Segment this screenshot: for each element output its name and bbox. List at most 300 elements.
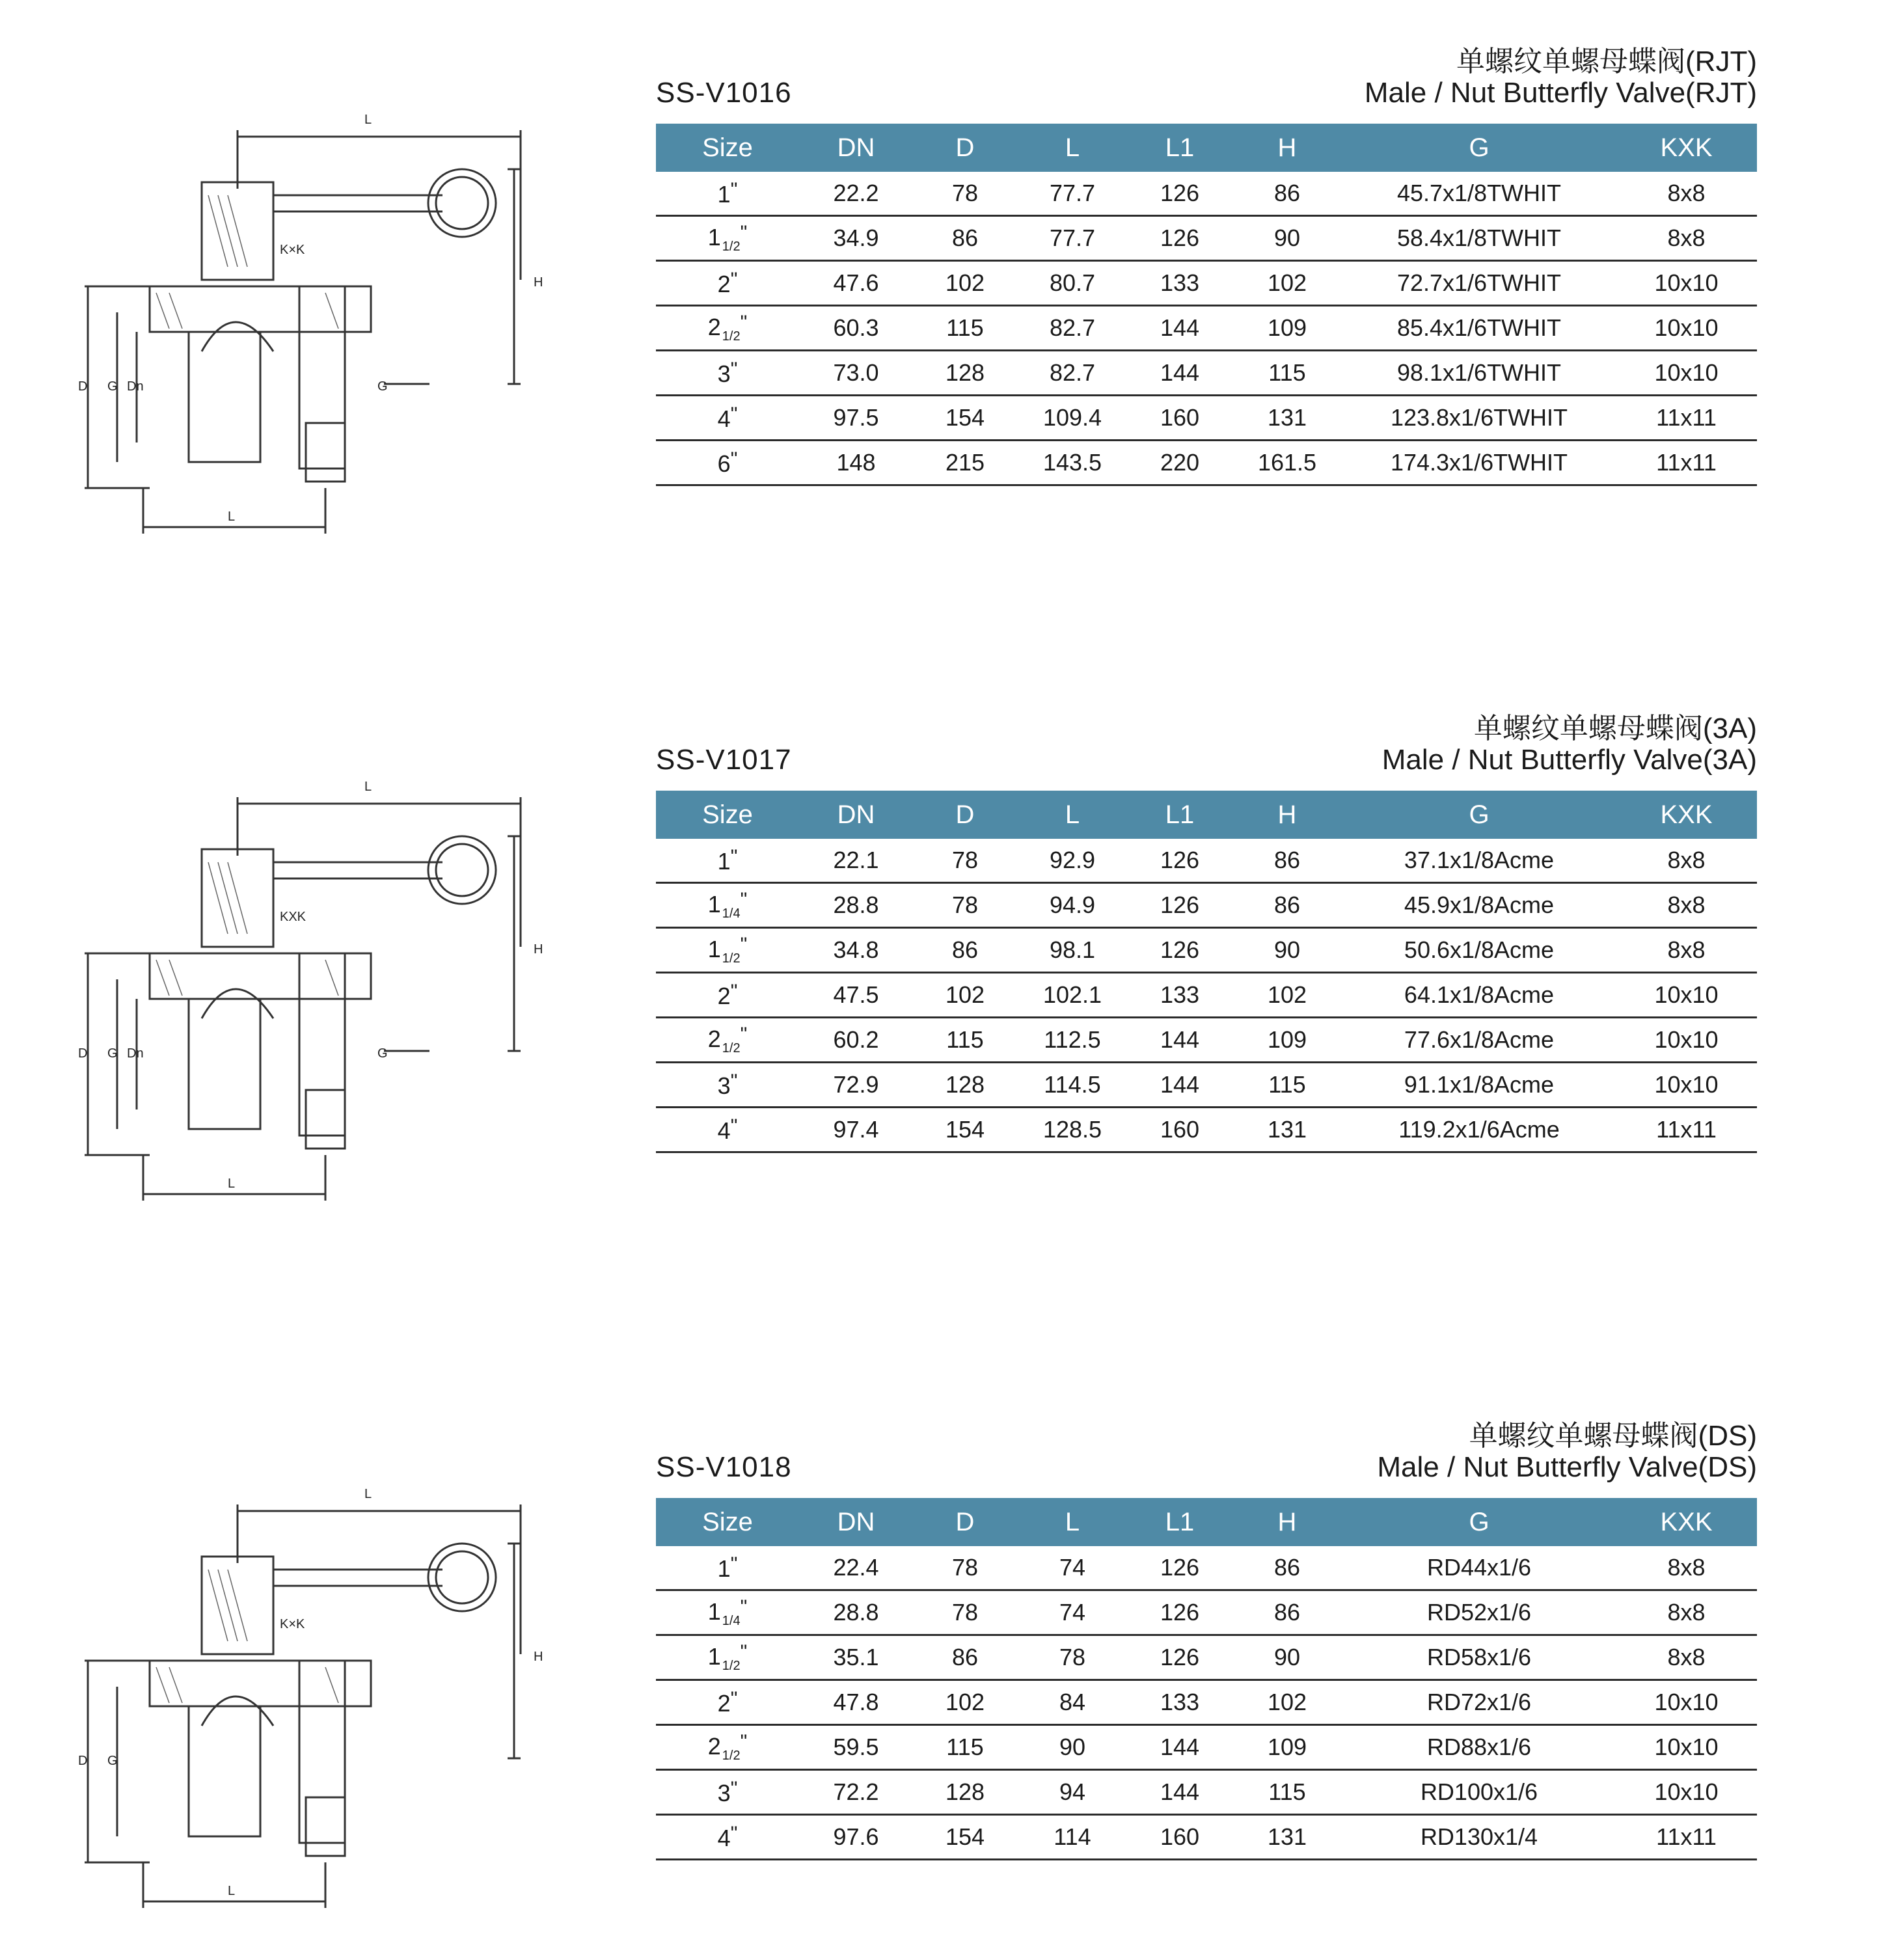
- size-whole: 2: [717, 982, 731, 1009]
- cell-dn: 72.2: [799, 1770, 913, 1815]
- cell-h: 131: [1232, 396, 1342, 441]
- cell-size: [656, 351, 799, 396]
- inch-mark: ": [730, 268, 738, 290]
- cell-size: [656, 1635, 799, 1680]
- size-whole: 4: [717, 1824, 731, 1851]
- col-size: Size: [656, 124, 799, 172]
- cell-d: 128: [913, 1063, 1017, 1108]
- cell-d: 86: [913, 1635, 1017, 1680]
- cell-d: 78: [913, 883, 1017, 928]
- dim-label-d: D: [78, 1046, 88, 1061]
- cell-l1: 133: [1128, 1680, 1232, 1725]
- spec-table: [656, 124, 1757, 486]
- cell-kxk: 11x11: [1616, 441, 1757, 485]
- cell-d: 154: [913, 396, 1017, 441]
- size-whole: 3: [717, 360, 731, 387]
- cell-g: 37.1x1/8Acme: [1342, 839, 1616, 883]
- table-row: [656, 883, 1757, 928]
- cell-dn: 73.0: [799, 351, 913, 396]
- cell-d: 115: [913, 1018, 1017, 1063]
- col-l1: L1: [1128, 124, 1232, 172]
- dim-label-l-top: L: [364, 780, 372, 794]
- cell-dn: 22.4: [799, 1546, 913, 1590]
- cell-h: 86: [1232, 883, 1342, 928]
- inch-mark: ": [740, 1024, 748, 1045]
- cell-l: 80.7: [1017, 261, 1128, 306]
- dim-label-g-left: G: [107, 379, 118, 394]
- table-row: [656, 306, 1757, 351]
- dim-label-h: H: [534, 942, 543, 957]
- inch-mark: ": [740, 889, 748, 910]
- spec-table: [656, 791, 1757, 1153]
- size-fraction: 1/4: [722, 1614, 741, 1628]
- cell-dn: 72.9: [799, 1063, 913, 1108]
- cell-size: [656, 839, 799, 883]
- cell-kxk: 8x8: [1616, 1590, 1757, 1635]
- size-whole: 2: [717, 270, 731, 297]
- cell-l: 102.1: [1017, 973, 1128, 1018]
- cell-size: [656, 1018, 799, 1063]
- col-size: Size: [656, 791, 799, 839]
- table-row: [656, 441, 1757, 485]
- inch-mark: ": [740, 1731, 748, 1752]
- cell-l: 114.5: [1017, 1063, 1128, 1108]
- cell-l: 94.9: [1017, 883, 1128, 928]
- cell-l: 90: [1017, 1725, 1128, 1770]
- inch-mark: ": [740, 1596, 748, 1618]
- dim-label-d: D: [78, 379, 88, 394]
- model-number: SS-V1017: [656, 744, 792, 776]
- col-h: H: [1232, 791, 1342, 839]
- table-row: [656, 216, 1757, 261]
- size-whole: 1: [717, 180, 731, 208]
- inch-mark: ": [730, 1070, 738, 1092]
- inch-mark: ": [730, 358, 738, 380]
- cell-l: 143.5: [1017, 441, 1128, 485]
- cell-size: [656, 883, 799, 928]
- cell-dn: 28.8: [799, 1590, 913, 1635]
- cell-l1: 133: [1128, 261, 1232, 306]
- cell-h: 86: [1232, 839, 1342, 883]
- table-row: [656, 1725, 1757, 1770]
- cell-l: 92.9: [1017, 839, 1128, 883]
- table-row: [656, 1635, 1757, 1680]
- cell-dn: 97.5: [799, 396, 913, 441]
- cell-g: RD130x1/4: [1342, 1815, 1616, 1860]
- inch-mark: ": [740, 934, 748, 955]
- cell-d: 86: [913, 928, 1017, 973]
- col-kxk: KXK: [1616, 1498, 1757, 1546]
- cell-d: 78: [913, 172, 1017, 216]
- table-header-row: [656, 1498, 1757, 1546]
- dim-label-g-right: G: [377, 379, 388, 394]
- cell-h: 86: [1232, 1546, 1342, 1590]
- cell-l1: 126: [1128, 928, 1232, 973]
- dim-label-h: H: [534, 1650, 543, 1664]
- col-l1: L1: [1128, 791, 1232, 839]
- cell-l: 128.5: [1017, 1108, 1128, 1152]
- cell-l: 94: [1017, 1770, 1128, 1815]
- dim-label-l-bottom: L: [228, 1884, 236, 1898]
- cell-h: 115: [1232, 1063, 1342, 1108]
- cell-kxk: 8x8: [1616, 839, 1757, 883]
- table-row: [656, 172, 1757, 216]
- cell-size: [656, 1725, 799, 1770]
- cell-h: 90: [1232, 928, 1342, 973]
- cell-g: RD100x1/6: [1342, 1770, 1616, 1815]
- col-l: L: [1017, 791, 1128, 839]
- cell-size: [656, 261, 799, 306]
- cell-d: 128: [913, 351, 1017, 396]
- cell-kxk: 10x10: [1616, 973, 1757, 1018]
- dim-label-h: H: [534, 275, 543, 290]
- title-en: Male / Nut Butterfly Valve(3A): [1381, 744, 1757, 776]
- cell-size: [656, 1546, 799, 1590]
- cell-kxk: 11x11: [1616, 1108, 1757, 1152]
- col-d: D: [913, 1498, 1017, 1546]
- table-row: [656, 1546, 1757, 1590]
- cell-kxk: 11x11: [1616, 396, 1757, 441]
- valve-drawing-1: [78, 98, 547, 553]
- cell-d: 102: [913, 1680, 1017, 1725]
- size-whole: 2: [717, 1689, 731, 1717]
- cell-dn: 47.5: [799, 973, 913, 1018]
- cell-dn: 28.8: [799, 883, 913, 928]
- cell-l1: 126: [1128, 883, 1232, 928]
- cell-kxk: 10x10: [1616, 351, 1757, 396]
- cell-d: 102: [913, 973, 1017, 1018]
- model-number: SS-V1018: [656, 1451, 792, 1483]
- table-row: [656, 928, 1757, 973]
- cell-dn: 47.8: [799, 1680, 913, 1725]
- cell-l1: 144: [1128, 1725, 1232, 1770]
- cell-h: 90: [1232, 216, 1342, 261]
- cell-d: 78: [913, 1546, 1017, 1590]
- table-row: [656, 396, 1757, 441]
- valve-cross-section-icon: [78, 98, 547, 553]
- col-l1: L1: [1128, 1498, 1232, 1546]
- cell-l1: 126: [1128, 839, 1232, 883]
- title-cn: 单螺纹单螺母蝶阀(DS): [1469, 1420, 1757, 1452]
- title-cn: 单螺纹单螺母蝶阀(3A): [1473, 713, 1757, 744]
- size-whole: 1: [707, 224, 721, 251]
- cell-d: 86: [913, 216, 1017, 261]
- cell-g: 98.1x1/6TWHIT: [1342, 351, 1616, 396]
- cell-size: [656, 1063, 799, 1108]
- size-whole: 1: [717, 847, 731, 875]
- cell-d: 154: [913, 1815, 1017, 1860]
- size-whole: 1: [707, 1598, 721, 1625]
- cell-h: 115: [1232, 351, 1342, 396]
- cell-l1: 126: [1128, 1635, 1232, 1680]
- size-fraction: 1/2: [722, 329, 741, 344]
- inch-mark: ": [730, 448, 738, 470]
- size-whole: 4: [717, 1117, 731, 1144]
- section-ss-v1016: [0, 0, 1891, 586]
- size-whole: 1: [707, 1643, 721, 1670]
- col-g: G: [1342, 124, 1616, 172]
- col-l: L: [1017, 1498, 1128, 1546]
- dim-label-d: D: [78, 1754, 88, 1768]
- size-fraction: 1/2: [722, 239, 741, 254]
- cell-d: 102: [913, 261, 1017, 306]
- cell-size: [656, 441, 799, 485]
- cell-d: 215: [913, 441, 1017, 485]
- inch-mark: ": [730, 1822, 738, 1844]
- cell-h: 109: [1232, 1725, 1342, 1770]
- cell-dn: 60.3: [799, 306, 913, 351]
- table-row: [656, 839, 1757, 883]
- dim-label-kk: K×K: [280, 243, 305, 257]
- cell-size: [656, 172, 799, 216]
- cell-dn: 97.4: [799, 1108, 913, 1152]
- cell-kxk: 10x10: [1616, 1018, 1757, 1063]
- cell-h: 102: [1232, 973, 1342, 1018]
- size-whole: 2: [707, 314, 721, 340]
- cell-h: 90: [1232, 1635, 1342, 1680]
- inch-mark: ": [730, 1115, 738, 1137]
- table-row: [656, 1590, 1757, 1635]
- table-row: [656, 261, 1757, 306]
- inch-mark: ": [730, 1687, 738, 1709]
- cell-l: 82.7: [1017, 351, 1128, 396]
- cell-h: 86: [1232, 1590, 1342, 1635]
- size-whole: 4: [717, 405, 731, 432]
- dim-label-g-right: G: [377, 1046, 388, 1061]
- cell-h: 131: [1232, 1815, 1342, 1860]
- dim-label-l-top: L: [364, 1487, 372, 1501]
- cell-size: [656, 1680, 799, 1725]
- inch-mark: ": [730, 1553, 738, 1575]
- cell-g: 50.6x1/8Acme: [1342, 928, 1616, 973]
- cell-l1: 144: [1128, 1770, 1232, 1815]
- size-whole: 2: [707, 1733, 721, 1760]
- cell-kxk: 8x8: [1616, 172, 1757, 216]
- cell-h: 102: [1232, 1680, 1342, 1725]
- cell-g: 123.8x1/6TWHIT: [1342, 396, 1616, 441]
- cell-h: 109: [1232, 1018, 1342, 1063]
- cell-kxk: 8x8: [1616, 1546, 1757, 1590]
- cell-dn: 34.9: [799, 216, 913, 261]
- spec-table: [656, 1498, 1757, 1860]
- cell-l: 78: [1017, 1635, 1128, 1680]
- size-fraction: 1/2: [722, 1659, 741, 1673]
- cell-dn: 34.8: [799, 928, 913, 973]
- col-kxk: KXK: [1616, 791, 1757, 839]
- valve-cross-section-icon: [78, 1472, 547, 1927]
- dim-label-dn: Dn: [127, 379, 144, 394]
- size-fraction: 1/4: [722, 906, 741, 921]
- col-d: D: [913, 124, 1017, 172]
- cell-l: 74: [1017, 1590, 1128, 1635]
- cell-size: [656, 1108, 799, 1152]
- cell-h: 86: [1232, 172, 1342, 216]
- cell-kxk: 8x8: [1616, 928, 1757, 973]
- cell-kxk: 11x11: [1616, 1815, 1757, 1860]
- cell-kxk: 8x8: [1616, 1635, 1757, 1680]
- size-whole: 3: [717, 1072, 731, 1099]
- col-h: H: [1232, 1498, 1342, 1546]
- cell-g: 77.6x1/8Acme: [1342, 1018, 1616, 1063]
- cell-l1: 160: [1128, 396, 1232, 441]
- cell-g: 58.4x1/8TWHIT: [1342, 216, 1616, 261]
- table-header-row: [656, 124, 1757, 172]
- col-kxk: KXK: [1616, 124, 1757, 172]
- cell-l1: 160: [1128, 1108, 1232, 1152]
- cell-g: 174.3x1/6TWHIT: [1342, 441, 1616, 485]
- cell-l1: 126: [1128, 216, 1232, 261]
- cell-g: 72.7x1/6TWHIT: [1342, 261, 1616, 306]
- size-whole: 2: [707, 1026, 721, 1052]
- cell-g: RD72x1/6: [1342, 1680, 1616, 1725]
- cell-size: [656, 396, 799, 441]
- table-row: [656, 1770, 1757, 1815]
- cell-h: 131: [1232, 1108, 1342, 1152]
- cell-h: 115: [1232, 1770, 1342, 1815]
- cell-d: 115: [913, 1725, 1017, 1770]
- cell-dn: 22.2: [799, 172, 913, 216]
- table-row: [656, 1063, 1757, 1108]
- table-row: [656, 1018, 1757, 1063]
- cell-size: [656, 216, 799, 261]
- cell-d: 78: [913, 839, 1017, 883]
- col-dn: DN: [799, 124, 913, 172]
- dim-label-g-left: G: [107, 1046, 118, 1061]
- col-h: H: [1232, 124, 1342, 172]
- size-fraction: 1/2: [722, 951, 741, 966]
- table-header-row: [656, 791, 1757, 839]
- table-row: [656, 1108, 1757, 1152]
- valve-cross-section-icon: [78, 765, 547, 1220]
- valve-drawing-3: [78, 1472, 547, 1927]
- size-whole: 1: [717, 1555, 731, 1582]
- inch-mark: ": [730, 178, 738, 200]
- cell-dn: 22.1: [799, 839, 913, 883]
- col-g: G: [1342, 791, 1616, 839]
- col-size: Size: [656, 1498, 799, 1546]
- cell-h: 161.5: [1232, 441, 1342, 485]
- dim-label-g-left: G: [107, 1754, 118, 1768]
- cell-dn: 35.1: [799, 1635, 913, 1680]
- inch-mark: ": [730, 403, 738, 425]
- size-whole: 1: [707, 891, 721, 918]
- col-dn: DN: [799, 1498, 913, 1546]
- col-g: G: [1342, 1498, 1616, 1546]
- cell-d: 78: [913, 1590, 1017, 1635]
- dim-label-kk: KXK: [280, 910, 306, 924]
- cell-g: RD52x1/6: [1342, 1590, 1616, 1635]
- cell-g: RD44x1/6: [1342, 1546, 1616, 1590]
- cell-dn: 97.6: [799, 1815, 913, 1860]
- dim-label-l-top: L: [364, 113, 372, 127]
- cell-l: 114: [1017, 1815, 1128, 1860]
- cell-kxk: 10x10: [1616, 261, 1757, 306]
- cell-l: 77.7: [1017, 216, 1128, 261]
- cell-dn: 59.5: [799, 1725, 913, 1770]
- valve-drawing-2: [78, 765, 547, 1220]
- cell-dn: 60.2: [799, 1018, 913, 1063]
- cell-d: 128: [913, 1770, 1017, 1815]
- cell-size: [656, 306, 799, 351]
- cell-l: 84: [1017, 1680, 1128, 1725]
- inch-mark: ": [730, 1777, 738, 1799]
- cell-kxk: 10x10: [1616, 1063, 1757, 1108]
- cell-kxk: 8x8: [1616, 883, 1757, 928]
- section-ss-v1017: [0, 667, 1891, 1253]
- cell-size: [656, 1770, 799, 1815]
- title-en: Male / Nut Butterfly Valve(DS): [1377, 1451, 1757, 1483]
- cell-kxk: 8x8: [1616, 216, 1757, 261]
- cell-g: 85.4x1/6TWHIT: [1342, 306, 1616, 351]
- cell-l1: 133: [1128, 973, 1232, 1018]
- cell-kxk: 10x10: [1616, 1770, 1757, 1815]
- cell-d: 154: [913, 1108, 1017, 1152]
- cell-l: 112.5: [1017, 1018, 1128, 1063]
- size-fraction: 1/2: [722, 1749, 741, 1763]
- dim-label-l-bottom: L: [228, 510, 236, 524]
- cell-size: [656, 1590, 799, 1635]
- cell-g: 64.1x1/8Acme: [1342, 973, 1616, 1018]
- cell-h: 109: [1232, 306, 1342, 351]
- title-en: Male / Nut Butterfly Valve(RJT): [1364, 77, 1757, 109]
- cell-g: 45.7x1/8TWHIT: [1342, 172, 1616, 216]
- table-row: [656, 1680, 1757, 1725]
- cell-l: 74: [1017, 1546, 1128, 1590]
- cell-dn: 148: [799, 441, 913, 485]
- col-l: L: [1017, 124, 1128, 172]
- cell-l: 98.1: [1017, 928, 1128, 973]
- cell-g: 45.9x1/8Acme: [1342, 883, 1616, 928]
- cell-l1: 126: [1128, 172, 1232, 216]
- cell-l: 82.7: [1017, 306, 1128, 351]
- cell-l1: 144: [1128, 1018, 1232, 1063]
- cell-kxk: 10x10: [1616, 1725, 1757, 1770]
- inch-mark: ": [730, 980, 738, 1002]
- cell-size: [656, 1815, 799, 1860]
- size-whole: 6: [717, 450, 731, 477]
- title-cn: 单螺纹单螺母蝶阀(RJT): [1456, 46, 1757, 77]
- cell-size: [656, 928, 799, 973]
- size-fraction: 1/2: [722, 1041, 741, 1055]
- cell-l1: 126: [1128, 1546, 1232, 1590]
- cell-g: RD88x1/6: [1342, 1725, 1616, 1770]
- cell-g: 91.1x1/8Acme: [1342, 1063, 1616, 1108]
- cell-l1: 144: [1128, 351, 1232, 396]
- dim-label-kk: K×K: [280, 1617, 305, 1631]
- cell-l1: 126: [1128, 1590, 1232, 1635]
- dim-label-l-bottom: L: [228, 1177, 236, 1191]
- cell-l1: 160: [1128, 1815, 1232, 1860]
- size-whole: 1: [707, 936, 721, 962]
- inch-mark: ": [740, 222, 748, 243]
- size-whole: 3: [717, 1779, 731, 1806]
- cell-size: [656, 973, 799, 1018]
- cell-l1: 144: [1128, 1063, 1232, 1108]
- cell-dn: 47.6: [799, 261, 913, 306]
- table-row: [656, 351, 1757, 396]
- cell-kxk: 10x10: [1616, 306, 1757, 351]
- model-number: SS-V1016: [656, 77, 792, 109]
- inch-mark: ": [740, 1641, 748, 1663]
- dim-label-dn: Dn: [127, 1046, 144, 1061]
- cell-l1: 144: [1128, 306, 1232, 351]
- cell-l: 77.7: [1017, 172, 1128, 216]
- table-row: [656, 973, 1757, 1018]
- cell-d: 115: [913, 306, 1017, 351]
- inch-mark: ": [730, 845, 738, 867]
- col-d: D: [913, 791, 1017, 839]
- cell-g: 119.2x1/6Acme: [1342, 1108, 1616, 1152]
